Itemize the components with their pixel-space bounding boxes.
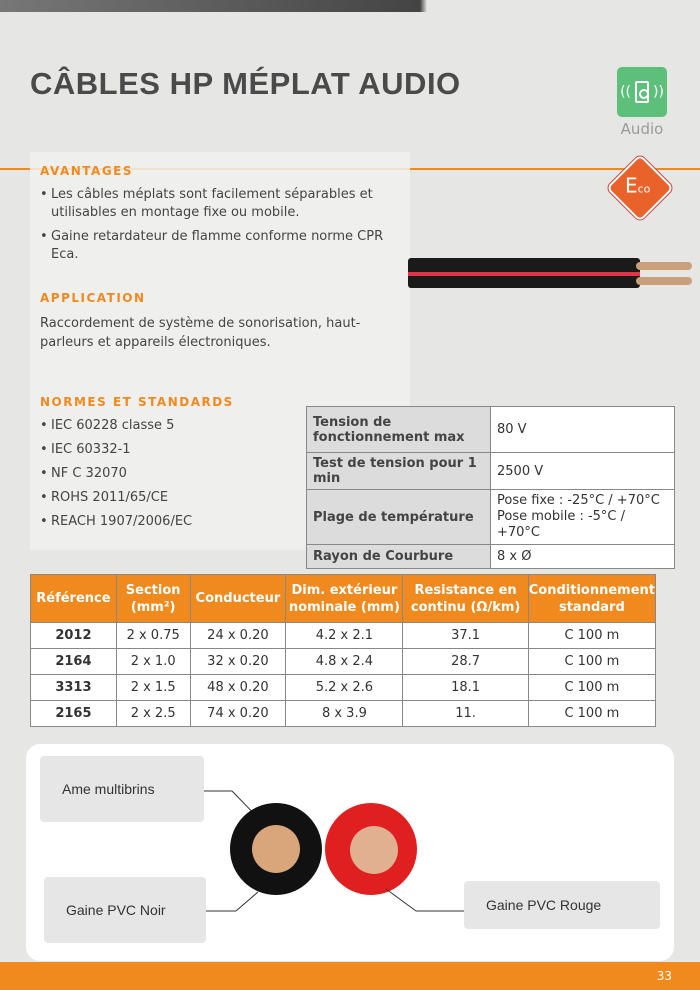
specs-table: [306, 406, 675, 569]
cable-cross-section: [26, 744, 674, 961]
eco-badge-icon: Eco: [606, 154, 674, 222]
list-item: • Les câbles méplats sont facilement séparables et utilisables en montage fixe ou mobile.: [40, 186, 390, 222]
list-item: • ROHS 2011/65/CE: [40, 489, 192, 507]
table-cell: 3313: [31, 675, 117, 701]
application-text: Raccordement de système de sonorisation, haut-parleurs et appareils électroniques.: [40, 316, 361, 350]
table-cell: 8 x 3.9: [286, 701, 403, 727]
table-row: Rayon de Courbure 8 x Ø: [307, 545, 675, 569]
table-row: [31, 675, 656, 701]
table-header-row: Référence Section (mm²) Conducteur Dim. extérieur nominale (mm) Resistance en continu (Ω/km) Conditionnement standard: [31, 575, 656, 623]
product-table: [30, 574, 656, 727]
table-cell: C 100 m: [528, 675, 655, 701]
table-row: [31, 701, 656, 727]
table-row: Tension de fonctionnement max 80 V: [307, 407, 675, 453]
table-cell: 37.1: [403, 623, 528, 649]
table-row: [31, 623, 656, 649]
speaker-icon: (( )): [617, 67, 667, 117]
table-row: Plage de température Pose fixe : -25°C / +70°C Pose mobile : -5°C / +70°C: [307, 490, 675, 545]
table-cell: 2164: [31, 649, 117, 675]
table-cell: C 100 m: [528, 649, 655, 675]
label-ame: Ame multibrins: [40, 756, 204, 822]
table-cell: 2 x 1.5: [116, 675, 190, 701]
normes-heading: NORMES ET STANDARDS: [40, 395, 234, 409]
cable-section-diagram: [26, 744, 674, 961]
list-item: • REACH 1907/2006/EC: [40, 513, 192, 531]
list-item: • IEC 60228 classe 5: [40, 417, 192, 435]
table-cell: C 100 m: [528, 623, 655, 649]
table-cell: C 100 m: [528, 701, 655, 727]
avantages-list: [40, 186, 390, 270]
page-title: CÂBLES HP MÉPLAT AUDIO: [30, 66, 461, 101]
normes-list: [40, 417, 192, 537]
avantages-heading: AVANTAGES: [40, 164, 134, 178]
table-cell: 4.8 x 2.4: [286, 649, 403, 675]
application-heading: APPLICATION: [40, 291, 146, 305]
list-item: • NF C 32070: [40, 465, 192, 483]
table-cell: 48 x 0.20: [190, 675, 286, 701]
page-number: 33: [656, 969, 672, 983]
table-cell: 4.2 x 2.1: [286, 623, 403, 649]
top-bar: [0, 0, 700, 12]
audio-label: Audio: [620, 120, 664, 138]
table-cell: 5.2 x 2.6: [286, 675, 403, 701]
table-cell: 2012: [31, 623, 117, 649]
table-cell: 18.1: [403, 675, 528, 701]
table-cell: 74 x 0.20: [190, 701, 286, 727]
divider: [0, 168, 30, 170]
table-cell: 2 x 2.5: [116, 701, 190, 727]
table-cell: 28.7: [403, 649, 528, 675]
flat-cable-image: [408, 256, 694, 290]
table-row: [31, 649, 656, 675]
table-cell: 24 x 0.20: [190, 623, 286, 649]
label-gaine-noir: Gaine PVC Noir: [44, 877, 206, 943]
label-gaine-rouge: Gaine PVC Rouge: [464, 881, 660, 929]
table-cell: 2 x 1.0: [116, 649, 190, 675]
table-cell: 2 x 0.75: [116, 623, 190, 649]
table-cell: 32 x 0.20: [190, 649, 286, 675]
list-item: • IEC 60332-1: [40, 441, 192, 459]
footer-bar: [0, 962, 700, 990]
table-cell: 11.: [403, 701, 528, 727]
table-row: Test de tension pour 1 min 2500 V: [307, 453, 675, 490]
list-item: • Gaine retardateur de flamme conforme norme CPR Eca.: [40, 228, 390, 264]
table-cell: 2165: [31, 701, 117, 727]
